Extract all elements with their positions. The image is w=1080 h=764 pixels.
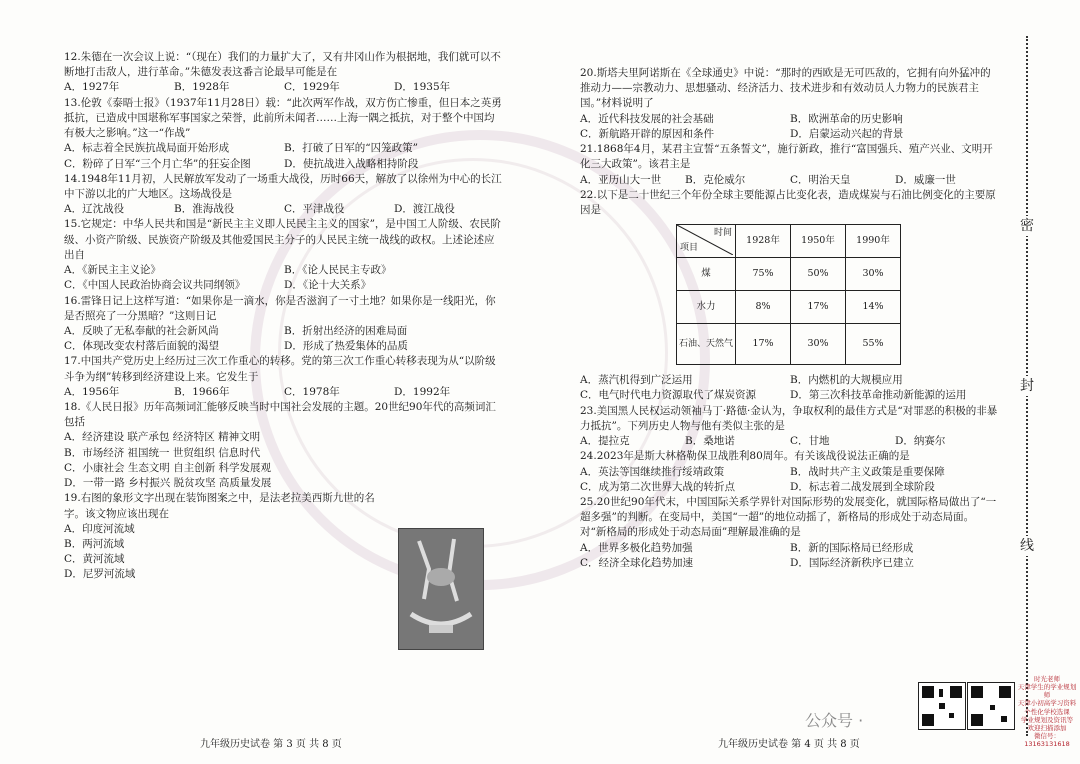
cell: 8% — [736, 291, 791, 324]
option: B．1966年 — [174, 385, 230, 398]
energy-table — [676, 224, 901, 365]
promo-line: 个性化学校选课 — [1024, 707, 1070, 716]
option: D．威廉一世 — [895, 173, 956, 186]
option: C．新航路开辟的原因和条件 — [580, 127, 715, 140]
option: A．蒸汽机得到广泛运用 — [580, 374, 693, 387]
option: A．1927年 — [64, 81, 120, 94]
option: C．黄河流域 — [64, 553, 125, 566]
option: B．内燃机的大规模应用 — [790, 374, 903, 387]
option: C．1929年 — [284, 81, 340, 94]
option: D．形成了热爱集体的品质 — [284, 340, 408, 353]
options-23 — [580, 434, 1000, 449]
page-3 — [64, 50, 504, 583]
cell: 30% — [791, 324, 846, 365]
page-footer-left: 九年级历史试卷 第 3 页 共 8 页 — [200, 739, 342, 750]
option: B．两河流域 — [64, 538, 125, 550]
question-14: 14.1948年11月初，人民解放军发动了一场重大战役，历时66天，解放了以徐州为中心的长江中下游以北的广大地区。这场战役是 — [64, 172, 502, 200]
cell: 14% — [846, 291, 901, 324]
options-14 — [64, 202, 504, 217]
option: D．一带一路 乡村振兴 脱贫攻坚 高质量发展 — [64, 477, 272, 490]
row-label: 石油、天然气 — [677, 324, 736, 365]
question-12: 12.朱德在一次会议上说：“（现在）我们的力量扩大了，又有井冈山作为根据地，我们就可以不断地打击敌人，进行革命。”朱德发表这番言论最早可能是在 — [64, 51, 501, 79]
options-18 — [64, 430, 504, 491]
option: B．淮海战役 — [174, 203, 235, 216]
page-footer-right: 九年级历史试卷 第 4 页 共 8 页 — [718, 739, 860, 750]
cell: 17% — [736, 324, 791, 365]
promo-line: 学业规划及资讯等 — [1021, 715, 1073, 724]
question-13: 13.伦敦《泰晤士报》（1937年11月28日）载：“此次两军作战，双方伤亡惨重，但日本之英勇抵抗，已造成中国堪称军事国家之荣誉，此前所未闻者……上海一隅之抵抗，对于整个中国均有极大之影响。”这一“作战” — [64, 96, 502, 140]
binding-char: 线 — [1018, 536, 1036, 556]
options-20 — [580, 112, 1000, 127]
promo-line: 微信号：13163131618 — [1024, 731, 1070, 748]
question-19: 19.右图的象形文字出现在装饰图案之中，是法老拉美西斯九世的名字。该文物应该出现在 — [64, 492, 375, 520]
option: D．标志着二战发展到全球阶段 — [790, 480, 935, 493]
option: D．第三次科技革命推动新能源的运用 — [790, 389, 967, 402]
option: C．明治天皇 — [790, 173, 851, 186]
option: C．粉碎了日军“三个月亡华”的狂妄企图 — [64, 157, 251, 170]
cell: 55% — [846, 324, 901, 365]
question-24: 24.2023年是斯大林格勒保卫战胜利80周年。有关该战役说法正确的是 — [580, 450, 910, 463]
options-21 — [580, 173, 1000, 188]
option: C．经济全球化趋势加速 — [580, 556, 694, 569]
question-16: 16.雷锋日记上这样写道：“如果你是一滴水，你是否滋润了一寸土地？如果你是一线阳光，你是否照亮了一分黑暗？”这则日记 — [64, 294, 496, 322]
corner-bottom: 项目 — [680, 243, 699, 254]
row-label: 水力 — [677, 291, 736, 324]
question-17: 17.中国共产党历史上经历过三次工作重心的转移。党的第三次工作重心转移表现为从“以阶级斗争为纲”转移到经济建设上来。它发生于 — [64, 355, 496, 383]
option: C．平津战役 — [284, 203, 345, 216]
wechat-label: 公众号 · — [805, 711, 864, 730]
option: A．近代科技发展的社会基础 — [580, 112, 714, 125]
option: D．启蒙运动兴起的背景 — [790, 127, 904, 140]
options-16 — [64, 324, 504, 339]
option: D．1935年 — [394, 81, 451, 94]
option: C．《中国人民政治协商会议共同纲领》 — [64, 279, 246, 292]
binding-char: 密 — [1018, 216, 1036, 236]
option: D．《论十大关系》 — [284, 279, 372, 292]
option: B．1928年 — [174, 81, 230, 94]
promo-text — [1016, 675, 1078, 748]
row-label: 煤 — [677, 258, 736, 291]
cell: 75% — [736, 258, 791, 291]
options-24 — [580, 465, 1000, 480]
option: A．提拉克 — [580, 435, 630, 448]
promo-line: 时光老师 — [1034, 675, 1060, 683]
option: C．体现改变农村落后面貌的渴望 — [64, 340, 220, 353]
option: D．尼罗河流域 — [64, 568, 136, 581]
page-4 — [580, 66, 1000, 571]
option: A．英法等国继续推行绥靖政策 — [580, 465, 725, 478]
options-22 — [580, 373, 1000, 388]
options-13 — [64, 141, 504, 156]
qr-code-icon[interactable] — [918, 682, 966, 730]
table-row — [677, 291, 901, 324]
question-21: 21.1868年4月，某君主宣誓“五条誓文”，施行新政，推行“富国强兵、殖产兴业、文明开化三大政策”。该君主是 — [580, 143, 993, 171]
cell: 50% — [791, 258, 846, 291]
binding-line — [1018, 36, 1036, 736]
option: D．国际经济新秩序已建立 — [790, 556, 914, 569]
question-20: 20.斯塔夫里阿诺斯在《全球通史》中说：“那时的西欧是无可匹敌的，它拥有向外猛冲的推动力——宗教动力、思想骚动、经济活力、技术进步和有效动员人力物力的民族君主国。”材料说明了 — [580, 67, 991, 110]
promo-line: 天津小初高学习资料 — [1017, 699, 1077, 708]
option: B．折射出经济的困难局面 — [284, 324, 408, 337]
table-row — [677, 324, 901, 365]
promo-line: 天津学生的学业规划师 — [1017, 683, 1077, 700]
hieroglyph-image — [398, 528, 484, 650]
option: A．《新民主主义论》 — [64, 264, 161, 277]
option: A．世界多极化趋势加强 — [580, 541, 693, 554]
table-corner — [677, 225, 736, 258]
year-header: 1990年 — [846, 225, 901, 258]
option: C．1978年 — [284, 385, 340, 398]
option: B．打破了日军的“囚笼政策” — [284, 142, 418, 155]
year-header: 1928年 — [736, 225, 791, 258]
options-15 — [64, 263, 504, 278]
option: B．欧洲革命的历史影响 — [790, 112, 903, 125]
options-15-b — [64, 278, 504, 293]
option: C．甘地 — [790, 435, 830, 448]
options-17 — [64, 385, 504, 400]
corner-top: 时间 — [713, 228, 732, 239]
option: A．标志着全民族抗战局面开始形成 — [64, 142, 230, 155]
question-15: 15.它规定：中华人民共和国是“新民主主义即人民民主主义的国家”，是中国工人阶级、农民阶级、小资产阶级、民族资产阶级及其他爱国民主分子的人民民主统一战线的政权。上述论述应出自 — [64, 218, 501, 261]
option: D．1992年 — [394, 385, 451, 398]
option: A．经济建设 联产承包 经济特区 精神文明 — [64, 431, 261, 444]
option: B．市场经济 祖国统一 世贸组织 信息时代 — [64, 446, 261, 459]
options-22-b — [580, 388, 1000, 403]
option: D．纳赛尔 — [895, 435, 946, 448]
option: B．战时共产主义政策是重要保障 — [790, 465, 945, 478]
option: B．克伦威尔 — [685, 173, 746, 186]
option: D．使抗战进入战略相持阶段 — [284, 157, 419, 170]
options-20-b — [580, 127, 1000, 142]
promo-line: 欢迎扫描添加 — [1027, 723, 1067, 732]
binding-char: 封 — [1018, 376, 1036, 396]
question-25: 25.20世纪90年代末，中国国际关系学界针对国际形势的发展变化，就国际格局做出了“一超多强”的判断。在变局中，美国“一超”的地位动摇了，新格局的形成处于动态局面。对“新格局的形成处于动态局面”理解最准确的是 — [580, 495, 997, 539]
option: C．电气时代电力资源取代了煤炭资源 — [580, 389, 757, 402]
option: C．小康社会 生态文明 自主创新 科学发展观 — [64, 461, 272, 474]
option: A．辽沈战役 — [64, 203, 125, 216]
option: B．桑地诺 — [685, 435, 735, 448]
option: A．反映了无私奉献的社会新风尚 — [64, 324, 219, 337]
table-row — [677, 258, 901, 291]
options-25 — [580, 541, 1000, 556]
options-12 — [64, 80, 504, 95]
options-16-b — [64, 339, 504, 354]
option: B．新的国际格局已经形成 — [790, 541, 914, 554]
option: A．亚历山大一世 — [580, 173, 662, 186]
option: A．1956年 — [64, 385, 120, 398]
option: D．渡江战役 — [394, 203, 455, 216]
question-18: 18.《人民日报》历年高频词汇能够反映当时中国社会发展的主题。20世纪90年代的高频词汇包括 — [64, 401, 496, 429]
options-25-b — [580, 556, 1000, 571]
cell: 17% — [791, 291, 846, 324]
question-23: 23.美国黑人民权运动领袖马丁·路德·金认为，争取权利的最佳方式是“对罪恶的积极的非暴力抵抗”。下列历史人物与他有类似主张的是 — [580, 404, 998, 432]
option: A．印度河流域 — [64, 522, 135, 535]
cell: 30% — [846, 258, 901, 291]
year-header: 1950年 — [791, 225, 846, 258]
qr-code-icon[interactable] — [967, 682, 1015, 730]
option: C．成为第二次世界大战的转折点 — [580, 480, 736, 493]
question-22: 22.以下是二十世纪三个年份全球主要能源占比变化表，造成煤炭与石油比例变化的主要原因是 — [580, 188, 996, 216]
options-24-b — [580, 480, 1000, 495]
option: B．《论人民民主专政》 — [284, 264, 392, 277]
options-13-b — [64, 157, 504, 172]
